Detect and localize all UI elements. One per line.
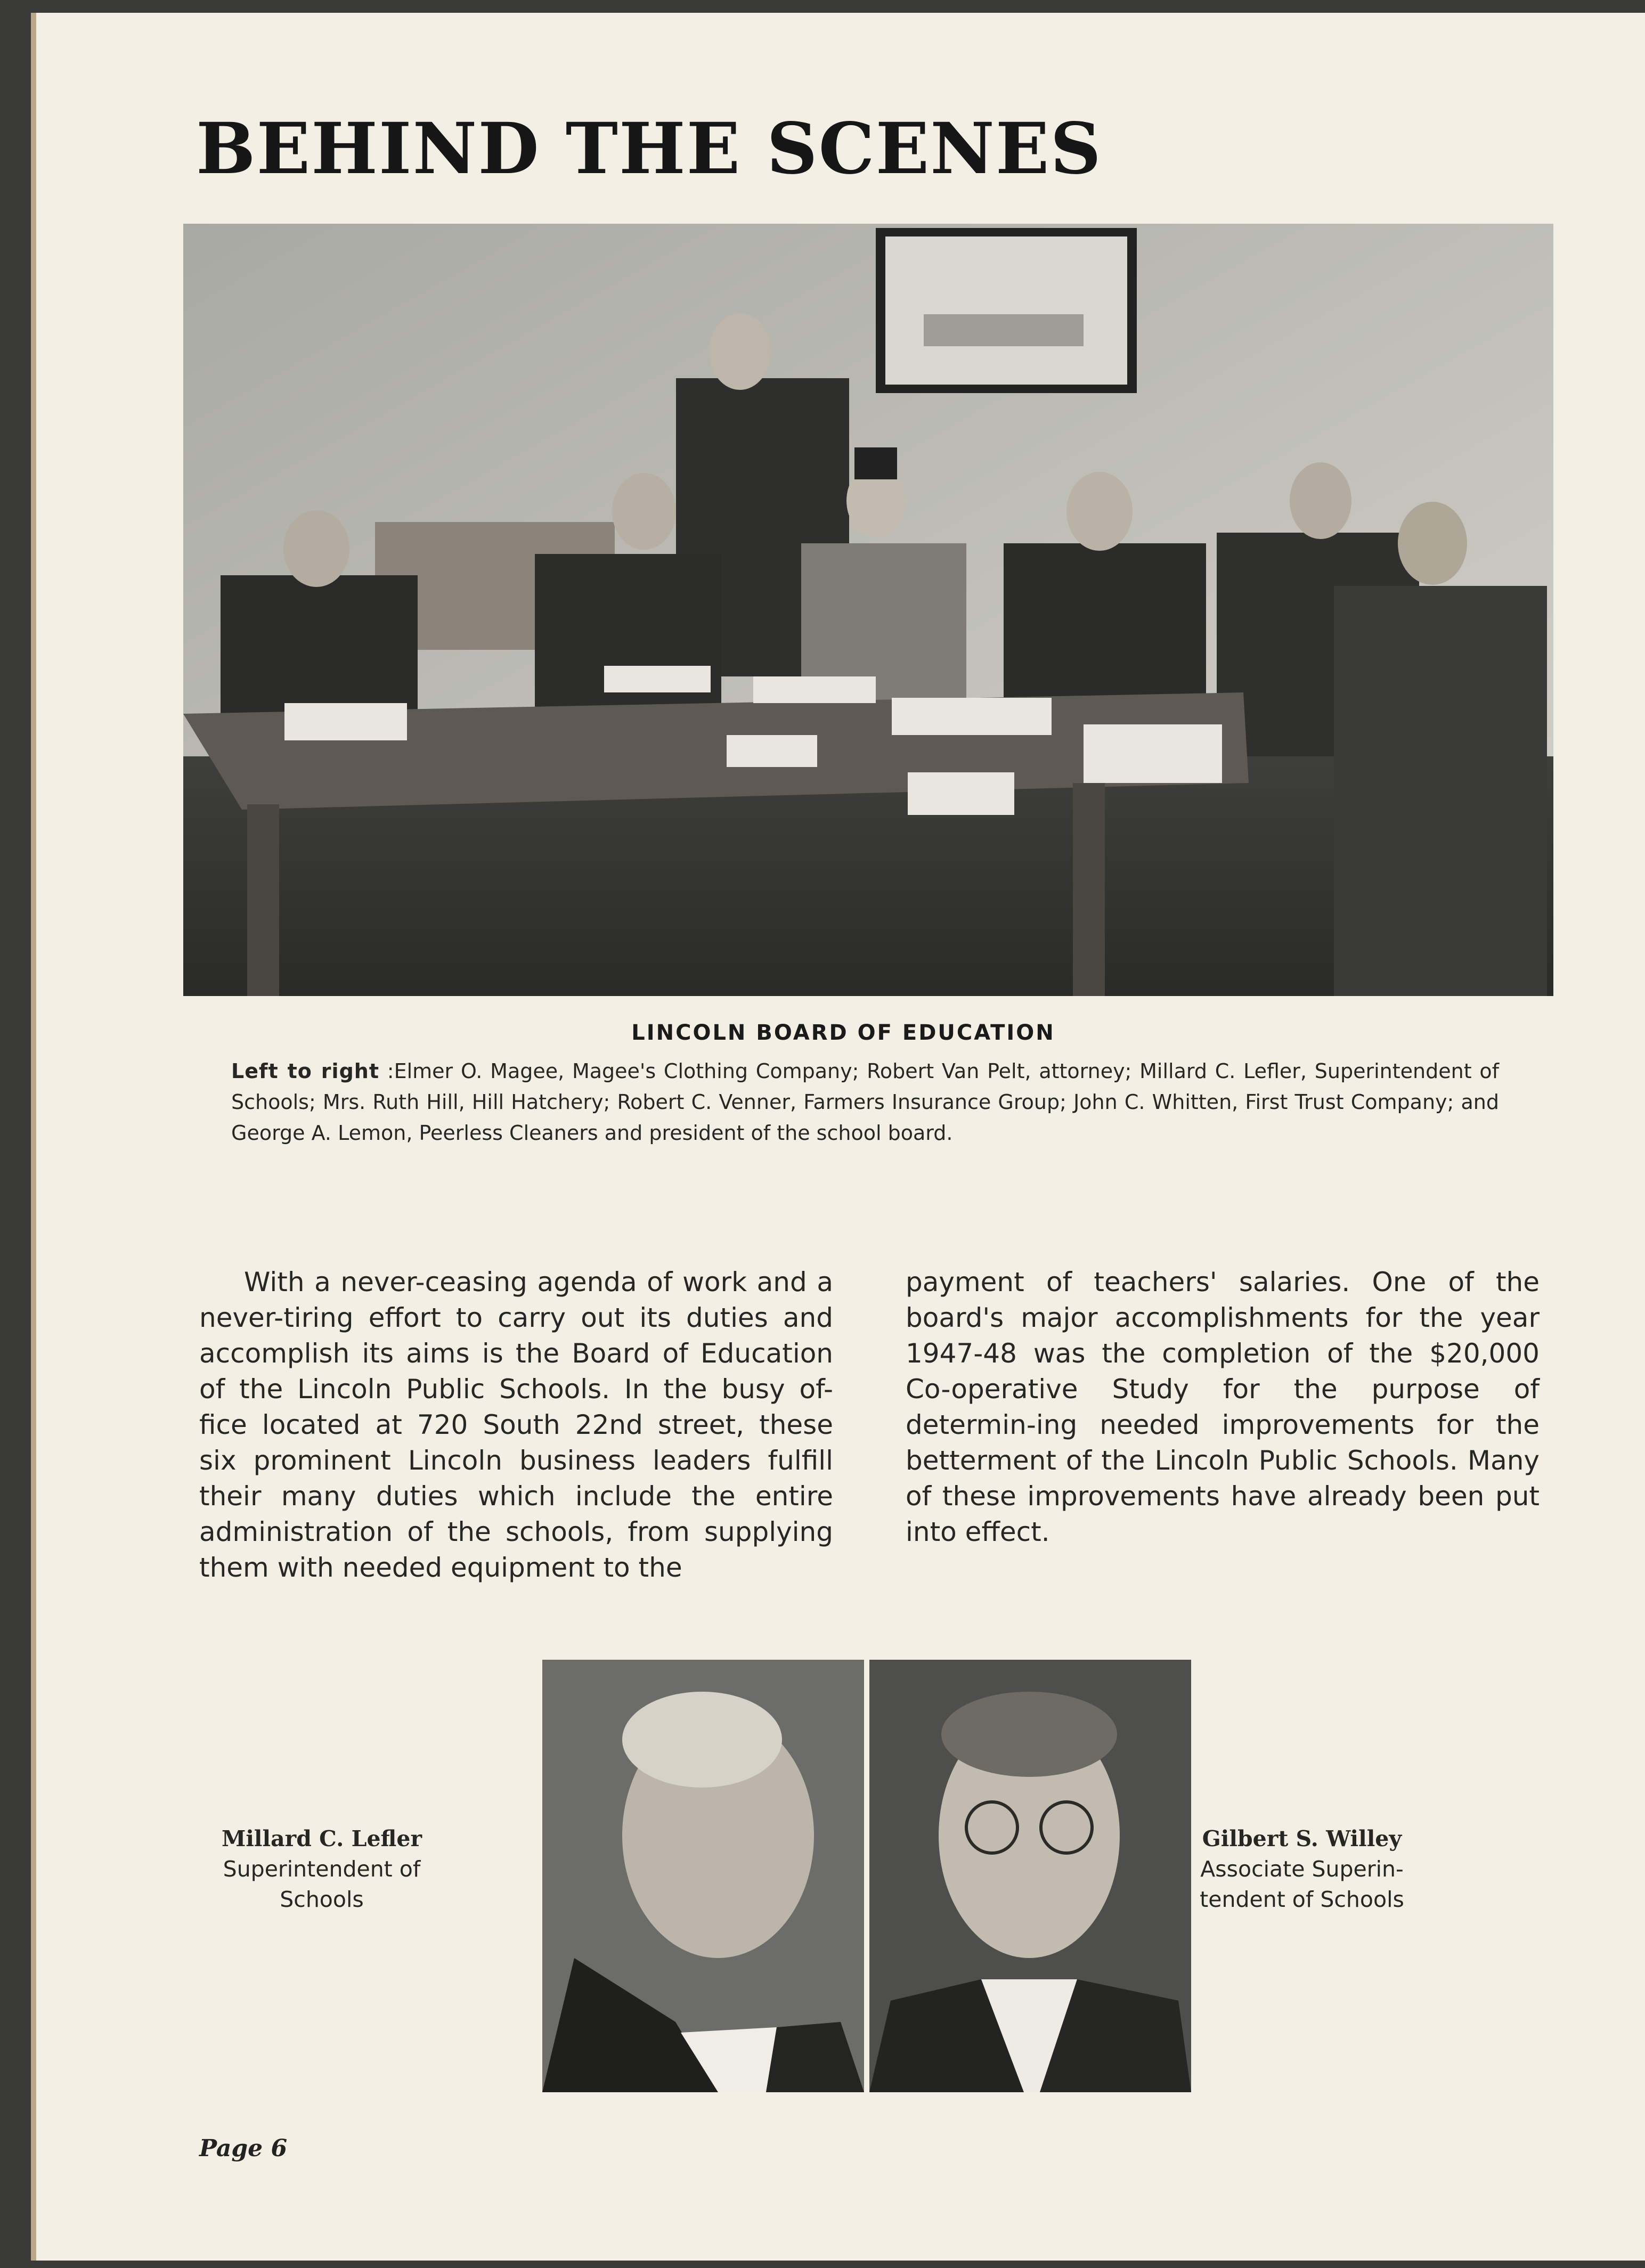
body-text-right-column: payment of teachers' salaries. One of the board's major accomplishments for the year 1947-48 was the completion of the $20,000 Co-operative Study for the purpose of determin-ing needed improvements for the betterment of the Lincoln Public Schools. Many of these improvements have already been put into effect. (906, 1267, 1540, 1547)
caption-lead: Left to right (231, 1059, 379, 1083)
portrait-caption-lefler (199, 1824, 444, 1915)
portrait-illustration (542, 1660, 864, 2092)
page-number: Page 6 (199, 2135, 288, 2162)
photo-caption-title: LINCOLN BOARD OF EDUCATION (631, 1021, 1055, 1045)
yearbook-page (31, 13, 1645, 2261)
portrait-photo-lefler (542, 1660, 864, 2092)
board-photo-illustration (183, 224, 1553, 996)
portrait-illustration (869, 1660, 1191, 2092)
page-title: BEHIND THE SCENES (196, 108, 1102, 190)
portrait-name: Gilbert S. Willey (1202, 1826, 1402, 1851)
portrait-title-line: Superintendent of (223, 1856, 421, 1882)
caption-text: :Elmer O. Magee, Magee's Clothing Company; Robert Van Pelt, attorney; Millard C. Lefler, Superintendent of Schools; Mrs. Ruth Hill, Hill Hatchery; Robert C. Venner, Farmers Insurance Group; John C. Whitten, First Trust Company; and George A. Lemon, Peerless Cleaners and president of the school board. (231, 1059, 1499, 1145)
body-text-left-column: With a never-ceasing agenda of work and a never-tiring effort to carry out its duties and accomplish its aims is the Board of Education of the Lincoln Public Schools. In the busy of-fice located at 720 South 22nd street, these six prominent Lincoln business leaders fulfill their many duties which include the entire administration of the schools, from supplying them with needed equipment to the (199, 1267, 833, 1583)
portrait-photo-willey (869, 1660, 1191, 2092)
portrait-name: Millard C. Lefler (221, 1826, 422, 1851)
portrait-title-line: Associate Superin- (1200, 1856, 1404, 1882)
portrait-caption-willey (1179, 1824, 1424, 1915)
board-of-education-photo (183, 224, 1553, 996)
portrait-title-line: Schools (280, 1887, 364, 1912)
portrait-title-line: tendent of Schools (1200, 1887, 1404, 1912)
photo-caption (231, 1056, 1499, 1148)
